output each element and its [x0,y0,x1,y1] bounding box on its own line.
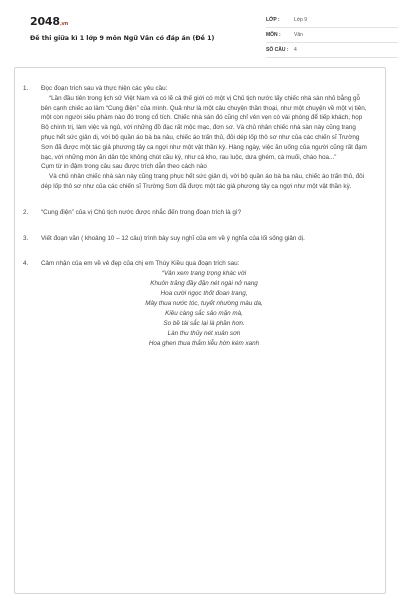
page-title: Đề thi giữa kì 1 lớp 9 môn Ngữ Văn có đáp án (Đề 1) [30,35,215,42]
meta-value: Văn [294,32,303,38]
meta-value: Lớp 9 [294,17,308,23]
meta-label: LỚP : [266,17,280,23]
meta-value: 4 [294,47,297,53]
header [14,0,386,62]
question-2 [23,208,367,218]
poem-line: Hoa cười ngọc thốt đoan trang, [160,290,248,298]
poem-line: Khuôn trăng đầy đặn nét ngài nở nang [150,280,258,288]
question-subprompt: Cụm từ in đậm trong câu sau được trích dẫn theo cách nào [41,163,207,171]
question-prompt: Cảm nhận của em về vẻ đẹp của chị em Thúy Kiều qua đoạn trích sau: [41,260,240,268]
question-passage: “Lần đầu tiên trong lịch sử Việt Nam và có lẽ cả thế giới có một vị Chủ tịch nước lấy chiếc nhà sàn nhỏ bằng gỗ bên cạnh chiếc ao làm “Cung điện” của mình. Quả như là một câu chuyện thần thoại, như một chuyện về một vị tiên, một con người siêu phàm nào đó trong cổ tích. Chiếc nhà sàn đó cũng chỉ vẻn vẹn có vài phòng để tiếp khách, họp Bộ chính trị, làm việc và ngủ, với những đồ đạc rất mộc mạc, đơn sơ. Và chủ nhân chiếc nhà sàn này cũng trang phục hết sức giản dị, với bộ quần áo bà ba nâu, chiếc áo trấn thủ, đôi dép lốp thô sơ như của các chiến sĩ Trường Sơn đã được một tác giả phương tây ca ngợi như một vật thần kỳ. Hàng ngày, việc ăn uống của người cũng rất đạm bạc, với những món ăn dân tộc không chút cầu kỳ, như cá kho, rau luộc, dưa ghém, cà muối, cháo hoa...” [41,94,367,161]
question-prompt: Viết đoạn văn ( khoảng 10 – 12 câu) trình bày suy nghĩ của em về ý nghĩa của lối sống giản dị. [41,234,305,242]
exam-body [14,67,386,594]
question-prompt: Đọc đoạn trích sau và thực hiện các yêu cầu: [41,85,168,92]
question-number: 3. [23,234,29,242]
meta-row-class [266,13,398,28]
poem-line: Kiều càng sắc sảo mặn mà, [165,310,243,318]
question-prompt: “Cung điện” của vị Chủ tịch nước được nhắc đến trong đoạn trích là gì? [41,208,242,216]
meta-row-question-count [266,43,398,58]
logo-main: 2048 [30,15,60,28]
poem-line: Làn thu thủy nét xuân sơn [167,330,241,338]
poem-line: So bề tài sắc lại là phần hơn. [163,320,245,328]
question-number: 1. [23,85,29,92]
question-1 [23,84,367,192]
poem-line: Mây thua nước tóc, tuyết nhường màu da, [145,300,263,308]
question-3 [23,234,367,244]
meta-label: MÔN : [266,32,281,38]
site-logo[interactable] [30,15,68,28]
poem-line: Hoa ghen thua thắm liễu hờn kém xanh [148,340,260,348]
poem [41,269,367,349]
question-number: 2. [23,208,29,216]
question-4 [23,259,367,349]
logo-tld: .vn [59,21,68,27]
poem-line: “Vân xem trang trọng khác vời [161,270,247,278]
question-quote: Và chủ nhân chiếc nhà sàn này cũng trang phục hết sức giản dị, với bộ quần áo bà ba nâu, chiếc áo trấn thủ, đôi dép lốp thô sơ như của các chiến sĩ Trường Sơn đã được một tác giả phương tây ca ngợi như một vật thần kỳ. [41,173,365,190]
meta-row-subject [266,28,398,43]
question-number: 4. [23,260,29,268]
meta-label: SỐ CÂU : [266,47,289,53]
meta-table [266,13,398,58]
